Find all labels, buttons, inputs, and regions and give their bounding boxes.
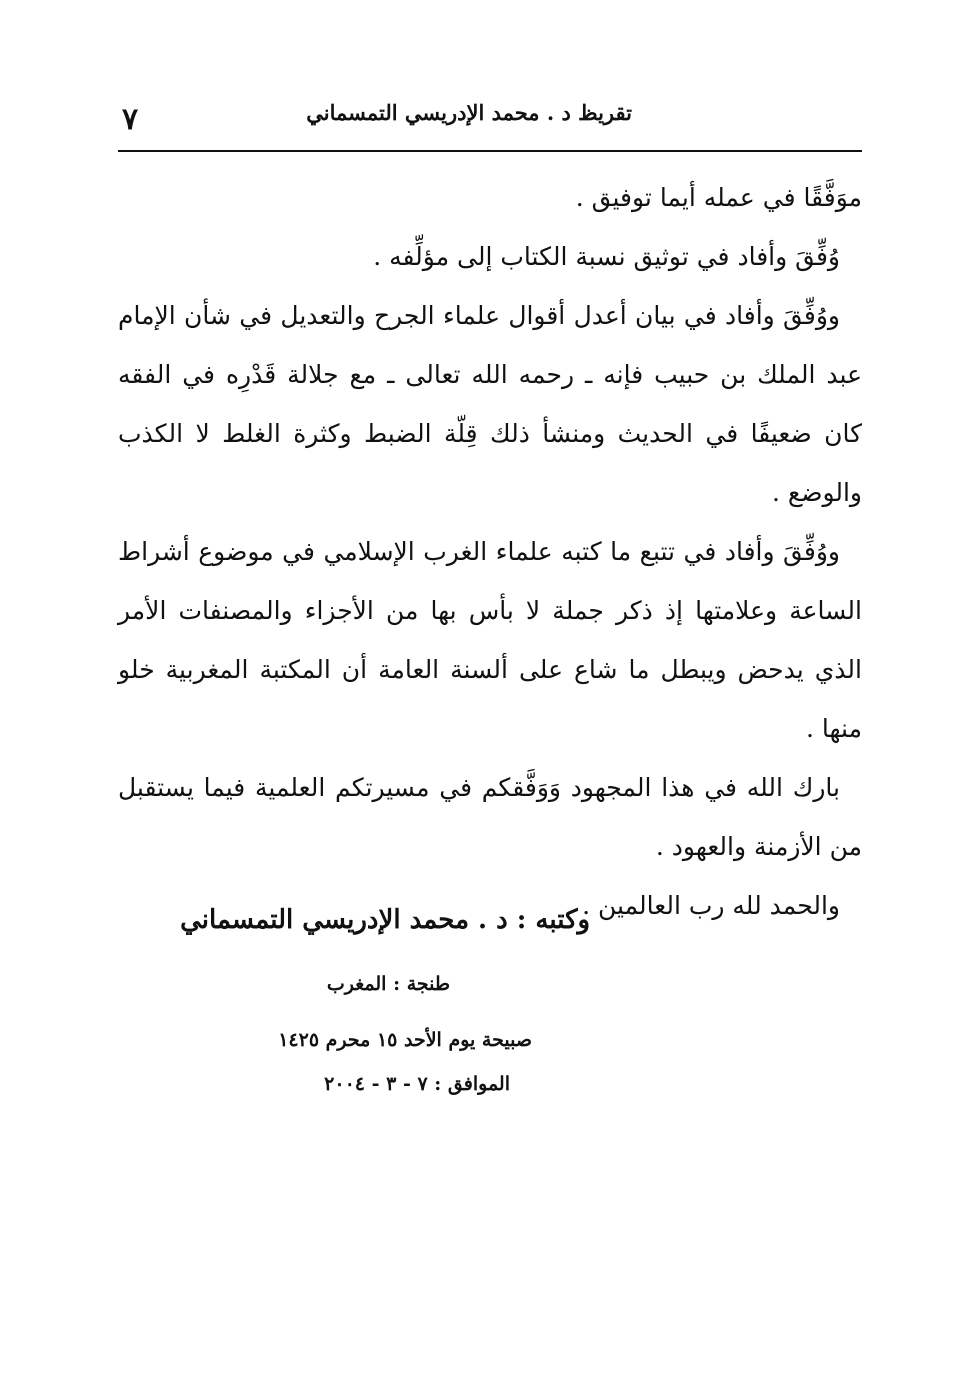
running-header-title: تقريظ د . محمد الإدريسي التمسماني <box>306 100 632 125</box>
paragraph-3: ووُفِّقَ وأفاد في بيان أعدل أقوال علماء الجرح والتعديل في شأن الإمام عبد الملك بن حبيب فإنه ـ رحمه الله تعالى ـ مع جلالة قَدْرِه في الفقه كان ضعيفًا في الحديث ومنشأ ذلك قِلّة الضبط وكثرة الغلط لا الكذب والوضع . <box>118 301 863 507</box>
paragraph-2: وُفِّقَ وأفاد في توثيق نسبة الكتاب إلى مؤلِّفه . <box>373 242 840 271</box>
page-number: ٧ <box>122 102 139 137</box>
body-text <box>118 168 862 935</box>
page-header <box>118 88 862 152</box>
signature-gregorian-date: الموافق : ٧ - ٣ - ٢٠٠٤ <box>324 1073 510 1095</box>
signature-author: وكتبه : د . محمد الإدريسي التمسماني <box>180 905 590 935</box>
paragraph-1: موَفَّقًا في عمله أيما توفيق . <box>575 183 862 212</box>
paragraph-5: بارك الله في هذا المجهود وَوَفَّقكم في مسيرتكم العلمية فيما يستقبل من الأزمنة والعهود . <box>118 773 862 861</box>
signature-place: طنجة : المغرب <box>326 973 450 995</box>
paragraph-6: والحمد لله رب العالمين . <box>582 891 840 920</box>
signature-hijri-date: صبيحة يوم الأحد ١٥ محرم ١٤٢٥ <box>278 1029 532 1051</box>
paragraph-4: ووُفِّقَ وأفاد في تتبع ما كتبه علماء الغرب الإسلامي في موضوع أشراط الساعة وعلامتها إذ ذكر جملة لا بأس بها من الأجزاء والمصنفات الأمر الذي يدحض ويبطل ما شاع على ألسنة العامة أن المكتبة المغربية خلو منها . <box>118 537 862 743</box>
